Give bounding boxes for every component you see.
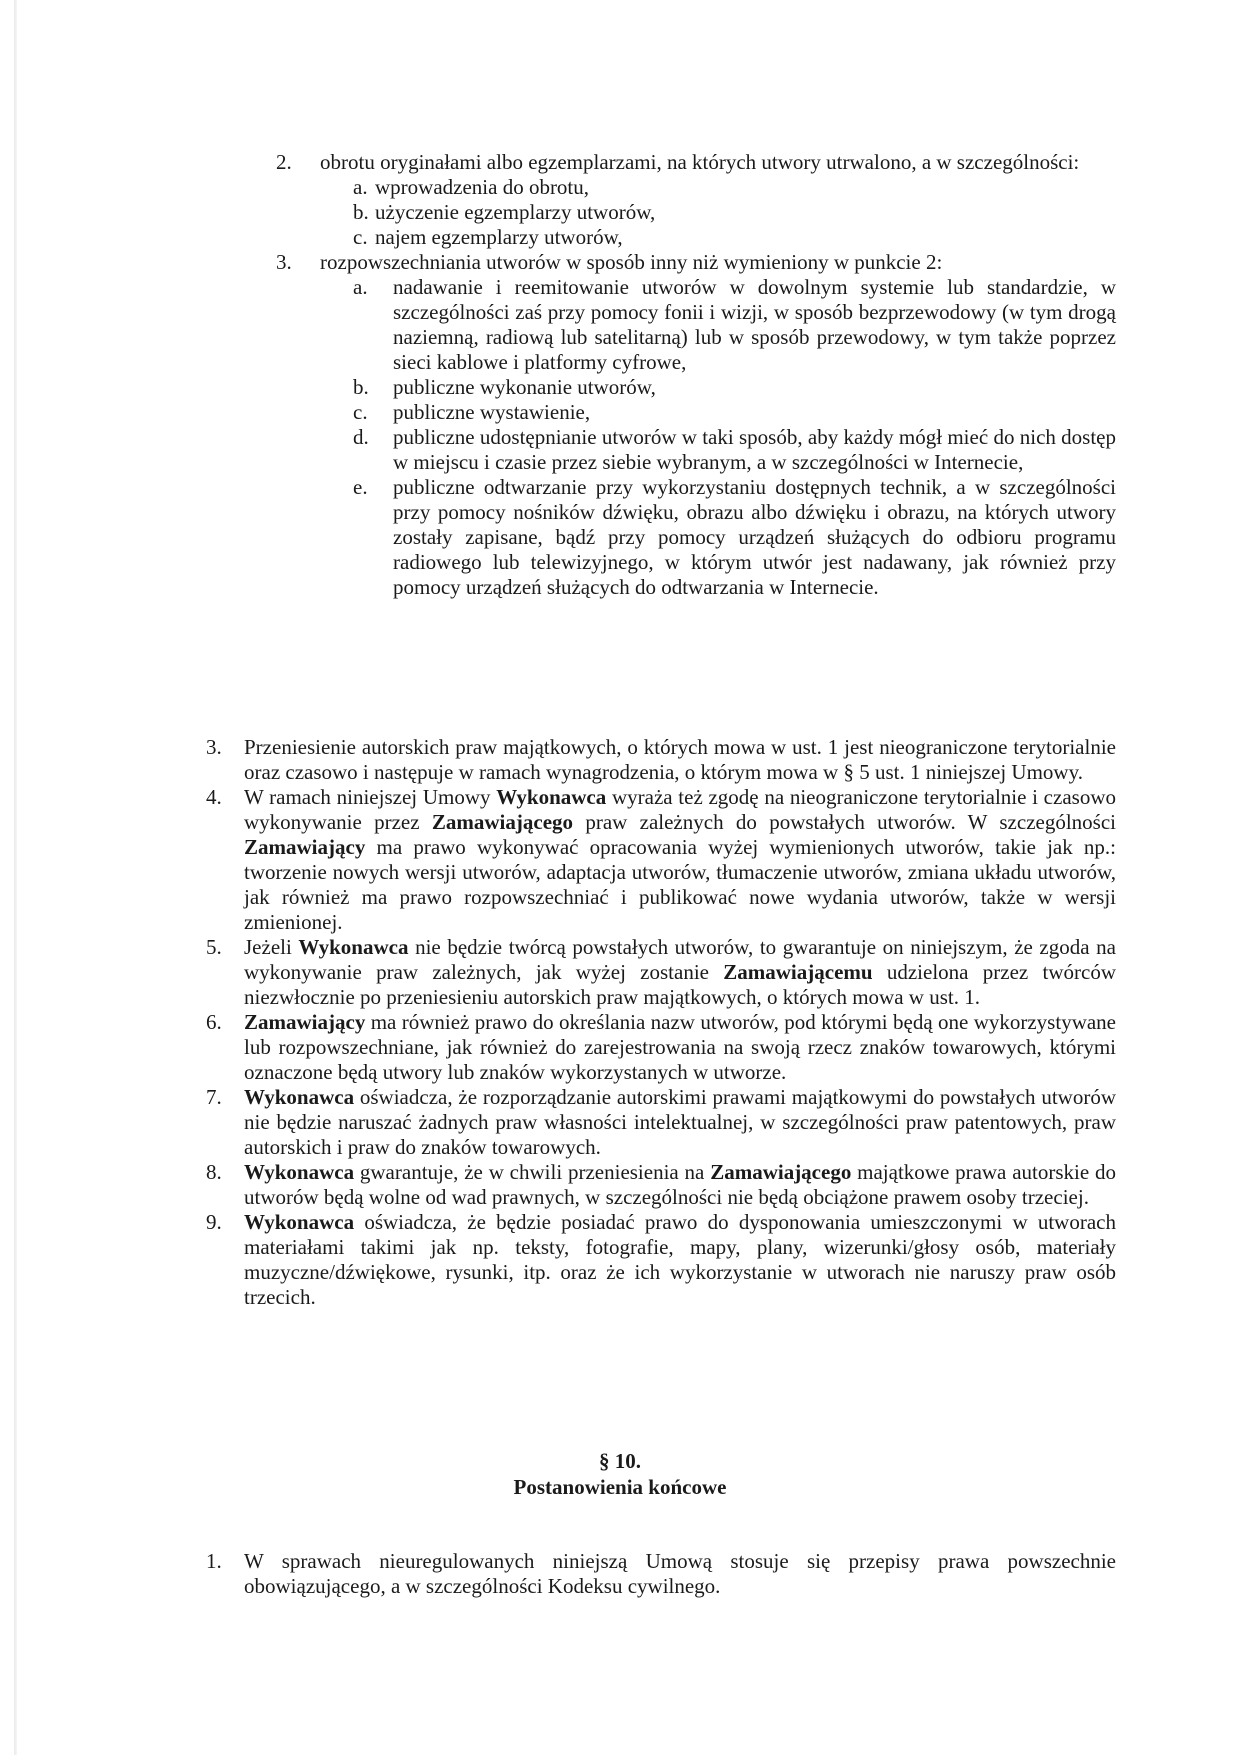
clause-text [244,1210,1116,1310]
clause-text: Przeniesienie autorskich praw majątkowych, o których mowa w ust. 1 jest nieograniczone terytorialnie oraz czasowo i następuje w ramach wynagrodzenia, o którym mowa w § 5 ust. 1 niniejszej Umowy. [244,735,1116,784]
clause-text-part: ma również prawo do określania nazw utworów, pod którymi będą one wykorzystywane lub rozpowszechniane, jak również do zarejestrowania na swoją rzecz znaków towarowych, którymi oznaczone będą utwory lub znaków wykorzystanych w utworze. [244,1010,1116,1084]
section-title: Postanowienia końcowe [513,1475,727,1499]
sub-list-2 [353,175,1116,250]
sub-item-e [353,475,1116,600]
sub-item-a [353,175,1116,200]
party-name-client: Zamawiający [244,835,366,859]
clause-text-part: oświadcza, że będzie posiadać prawo do dysponowania umieszczonymi w utworach materiałami takimi jak np. teksty, fotografie, mapy, plany, wizerunki/głosy osób, materiały muzyczne/dźwiękowe, rysunki, itp. oraz że ich wykorzystanie w utworach nie naruszy praw osób trzecich. [244,1210,1116,1309]
item-text: obrotu oryginałami albo egzemplarzami, na których utwory utrwalono, a w szczególności: [320,150,1080,174]
sub-item-b [353,375,1116,400]
clause-9 [206,1210,1116,1310]
party-name-contractor: Wykonawca [298,935,409,959]
sub-item-text: najem egzemplarzy utworów, [375,225,623,249]
party-name-contractor: Wykonawca [244,1210,355,1234]
clause-number: 4. [206,785,222,809]
clause-7 [206,1085,1116,1160]
section-number: § 10. [599,1449,641,1473]
item-text: rozpowszechniania utworów w sposób inny niż wymieniony w punkcie 2: [320,250,943,274]
clause-text-part: wyraża też zgodę na nieograniczone terytorialnie i czasowo wykonywanie przez [244,785,1116,834]
clause-text-part: ma prawo wykonywać opracowania wyżej wymienionych utworów, takie jak np.: tworzenie nowych wersji utworów, adaptacja utworów, tłumaczenie utworów, zmiana układu utworów, jak również ma prawo rozpowszechniać i publikować nowe wydania utworów, także w wersji zmienionej. [244,835,1116,934]
sub-item-text: publiczne odtwarzanie przy wykorzystaniu dostępnych technik, a w szczególności przy pomocy nośników dźwięku, obrazu albo dźwięku i obrazu, na których utwory zostały zapisane, bądź przy pomocy urządzeń służących do odbioru programu radiowego lub telewizyjnego, w którym utwór jest nadawany, jak również przy pomocy urządzeń służących do odtwarzania w Internecie. [393,475,1116,599]
sub-item-letter: a. [353,275,368,299]
sub-item-letter: c. [353,225,368,249]
clause-number: 3. [206,735,222,759]
clause-text [244,1160,1116,1210]
sub-item-letter: d. [353,425,369,449]
clause-number: 1. [206,1549,222,1573]
sub-item-letter: a. [353,175,368,199]
sub-item-text: wprowadzenia do obrotu, [375,175,590,199]
sub-item-letter: e. [353,475,368,499]
party-name-contractor: Wykonawca [244,1160,355,1184]
clause-8 [206,1160,1116,1210]
clause-number: 5. [206,935,222,959]
item-number: 2. [276,150,292,174]
party-name-contractor: Wykonawca [244,1085,355,1109]
clause-text-part: Jeżeli [244,935,299,959]
sub-item-a [353,275,1116,375]
clause-3 [206,735,1116,785]
list-item-3 [276,250,1116,275]
clause-text-part: W ramach niniejszej Umowy [244,785,497,809]
clause-text [244,785,1116,935]
party-name-client: Zamawiający [244,1010,366,1034]
clause-text [244,1010,1116,1085]
final-clause-1 [206,1549,1116,1599]
clause-number: 7. [206,1085,222,1109]
clause-5 [206,935,1116,1010]
party-name-client: Zamawiającego [431,810,574,834]
copyright-clauses-list [206,735,1116,1310]
clause-text [244,1085,1116,1160]
party-name-client: Zamawiającego [710,1160,852,1184]
sub-item-text: publiczne udostępnianie utworów w taki sposób, aby każdy mógł mieć do nich dostęp w miejscu i czasie przez siebie wybranym, a w szczególności w Internecie, [393,425,1116,474]
clause-4 [206,785,1116,935]
sub-item-text: nadawanie i reemitowanie utworów w dowolnym systemie lub standardzie, w szczególności zaś przy pomocy fonii i wizji, w sposób bezprzewodowy (w tym drogą naziemną, radiową lub satelitarną) lub w sposób przewodowy, w tym także poprzez sieci kablowe i platformy cyfrowe, [393,275,1116,374]
clause-text-part: udzielona przez twórców niezwłocznie po przeniesieniu autorskich praw majątkowych, o których mowa w ust. 1. [244,960,1116,1009]
final-provisions-list [206,1549,1116,1599]
sub-item-c [353,400,1116,425]
clause-text-part: oświadcza, że rozporządzanie autorskimi prawami majątkowymi do powstałych utworów nie będzie naruszać żadnych praw własności intelektualnej, w szczególności praw patentowych, praw autorskich i praw do znaków towarowych. [244,1085,1116,1159]
sub-item-text: użyczenie egzemplarzy utworów, [375,200,656,224]
party-name-contractor: Wykonawca [496,785,607,809]
clause-text: W sprawach nieuregulowanych niniejszą Umową stosuje się przepisy prawa powszechnie obowiązującego, a w szczególności Kodeksu cywilnego. [244,1549,1116,1598]
clause-number: 6. [206,1010,222,1034]
clause-6 [206,1010,1116,1085]
sub-item-b [353,200,1116,225]
sub-list-3 [353,275,1116,600]
sub-item-text: publiczne wykonanie utworów, [393,375,656,399]
sub-item-letter: c. [353,400,368,424]
section-heading [0,1448,1240,1500]
clause-number: 8. [206,1160,222,1184]
rights-fields-list [276,150,1116,600]
clause-number: 9. [206,1210,222,1234]
clause-text-part: praw zależnych do powstałych utworów. W szczególności [573,810,1116,834]
clause-text-part: nie będzie twórcą powstałych utworów, to gwarantuje on niniejszym, że zgoda na wykonywanie praw zależnych, jak wyżej zostanie [244,935,1116,984]
list-item-2 [276,150,1116,175]
sub-item-letter: b. [353,200,369,224]
sub-item-letter: b. [353,375,369,399]
clause-text [244,935,1116,1010]
clause-text-part: majątkowe prawa autorskie do utworów będą wolne od wad prawnych, w szczególności nie będą obciążone prawem osoby trzeciej. [244,1160,1116,1209]
item-number: 3. [276,250,292,274]
clause-text-part: gwarantuje, że w chwili przeniesienia na [354,1160,711,1184]
sub-item-d [353,425,1116,475]
party-name-client: Zamawiającemu [723,960,873,984]
sub-item-text: publiczne wystawienie, [393,400,591,424]
sub-item-c [353,225,1116,250]
